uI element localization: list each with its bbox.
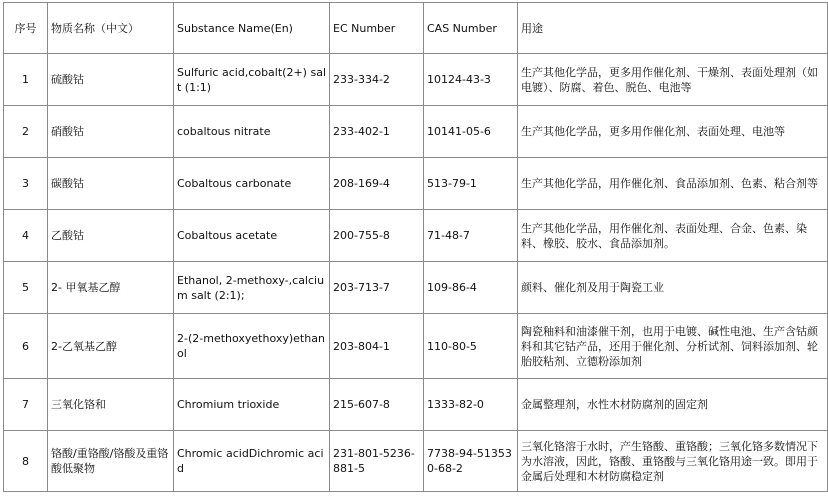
cell-ec-number: 231-801-5236-881-5 [330,431,424,492]
cell-use: 生产其他化学品，更多用作催化剂、干燥剂、表面处理剂（如电镀）、防腐、着色、脱色、电池等 [518,54,828,106]
cell-name-cn: 硝酸钴 [48,106,174,158]
cell-use: 生产其他化学品，用作催化剂、表面处理、合金、色素、染料、橡胶、胶水、食品添加剂。 [518,210,828,262]
cell-name-en: Chromium trioxide [174,379,330,431]
cell-cas-number: 10141-05-6 [424,106,518,158]
cell-use: 金属整理剂，水性木材防腐剂的固定剂 [518,379,828,431]
table-row [4,106,828,158]
table-row [4,431,828,492]
cell-name-cn: 碳酸钴 [48,158,174,210]
header-ec-number: EC Number [330,3,424,54]
table-row [4,379,828,431]
cell-name-en: 2-(2-methoxyethoxy)ethanol [174,314,330,379]
cell-name-en: Chromic acidDichromic acid [174,431,330,492]
header-name-en: Substance Name(En) [174,3,330,54]
cell-name-cn: 三氧化铬和 [48,379,174,431]
cell-ec-number: 233-402-1 [330,106,424,158]
cell-use: 颜料、催化剂及用于陶瓷工业 [518,262,828,314]
table-row [4,54,828,106]
cell-name-en: Ethanol, 2-methoxy-,calcium salt (2:1); [174,262,330,314]
table-body [4,54,828,492]
cell-ec-number: 203-713-7 [330,262,424,314]
cell-no: 8 [4,431,48,492]
table-row [4,262,828,314]
cell-ec-number: 208-169-4 [330,158,424,210]
header-row [4,3,828,54]
cell-name-cn: 硫酸钴 [48,54,174,106]
cell-name-cn: 乙酸钴 [48,210,174,262]
substance-table [3,2,828,492]
cell-ec-number: 215-607-8 [330,379,424,431]
cell-name-en: Cobaltous acetate [174,210,330,262]
cell-no: 4 [4,210,48,262]
cell-use: 三氧化铬溶于水时，产生铬酸、重铬酸；三氧化铬多数情况下为水溶液，因此，铬酸、重铬酸与三氧化铬用途一致。即用于金属后处理和木材防腐稳定剂 [518,431,828,492]
cell-name-cn: 2- 甲氧基乙醇 [48,262,174,314]
cell-no: 2 [4,106,48,158]
cell-name-cn: 铬酸/重铬酸/铬酸及重铬酸低聚物 [48,431,174,492]
cell-no: 7 [4,379,48,431]
cell-name-en: cobaltous nitrate [174,106,330,158]
cell-cas-number: 110-80-5 [424,314,518,379]
cell-name-en: Sulfuric acid,cobalt(2+) salt (1:1) [174,54,330,106]
cell-ec-number: 233-334-2 [330,54,424,106]
cell-cas-number: 71-48-7 [424,210,518,262]
cell-cas-number: 7738-94-513530-68-2 [424,431,518,492]
cell-ec-number: 203-804-1 [330,314,424,379]
cell-use: 生产其他化学品，更多用作催化剂、表面处理、电池等 [518,106,828,158]
header-use: 用途 [518,3,828,54]
cell-no: 5 [4,262,48,314]
table-row [4,210,828,262]
header-no: 序号 [4,3,48,54]
cell-no: 1 [4,54,48,106]
cell-cas-number: 513-79-1 [424,158,518,210]
cell-cas-number: 1333-82-0 [424,379,518,431]
cell-use: 陶瓷釉料和油漆催干剂，也用于电镀、碱性电池、生产含钴颜料和其它钴产品，还用于催化剂、分析试剂、饲料添加剂、轮胎胶粘剂、立德粉添加剂 [518,314,828,379]
table-header [4,3,828,54]
cell-cas-number: 109-86-4 [424,262,518,314]
cell-ec-number: 200-755-8 [330,210,424,262]
cell-cas-number: 10124-43-3 [424,54,518,106]
cell-use: 生产其他化学品，用作催化剂、食品添加剂、色素、粘合剂等 [518,158,828,210]
cell-name-en: Cobaltous carbonate [174,158,330,210]
cell-no: 3 [4,158,48,210]
cell-no: 6 [4,314,48,379]
table-row [4,158,828,210]
header-cas-number: CAS Number [424,3,518,54]
table-row [4,314,828,379]
header-name-cn: 物质名称（中文） [48,3,174,54]
cell-name-cn: 2-乙氧基乙醇 [48,314,174,379]
